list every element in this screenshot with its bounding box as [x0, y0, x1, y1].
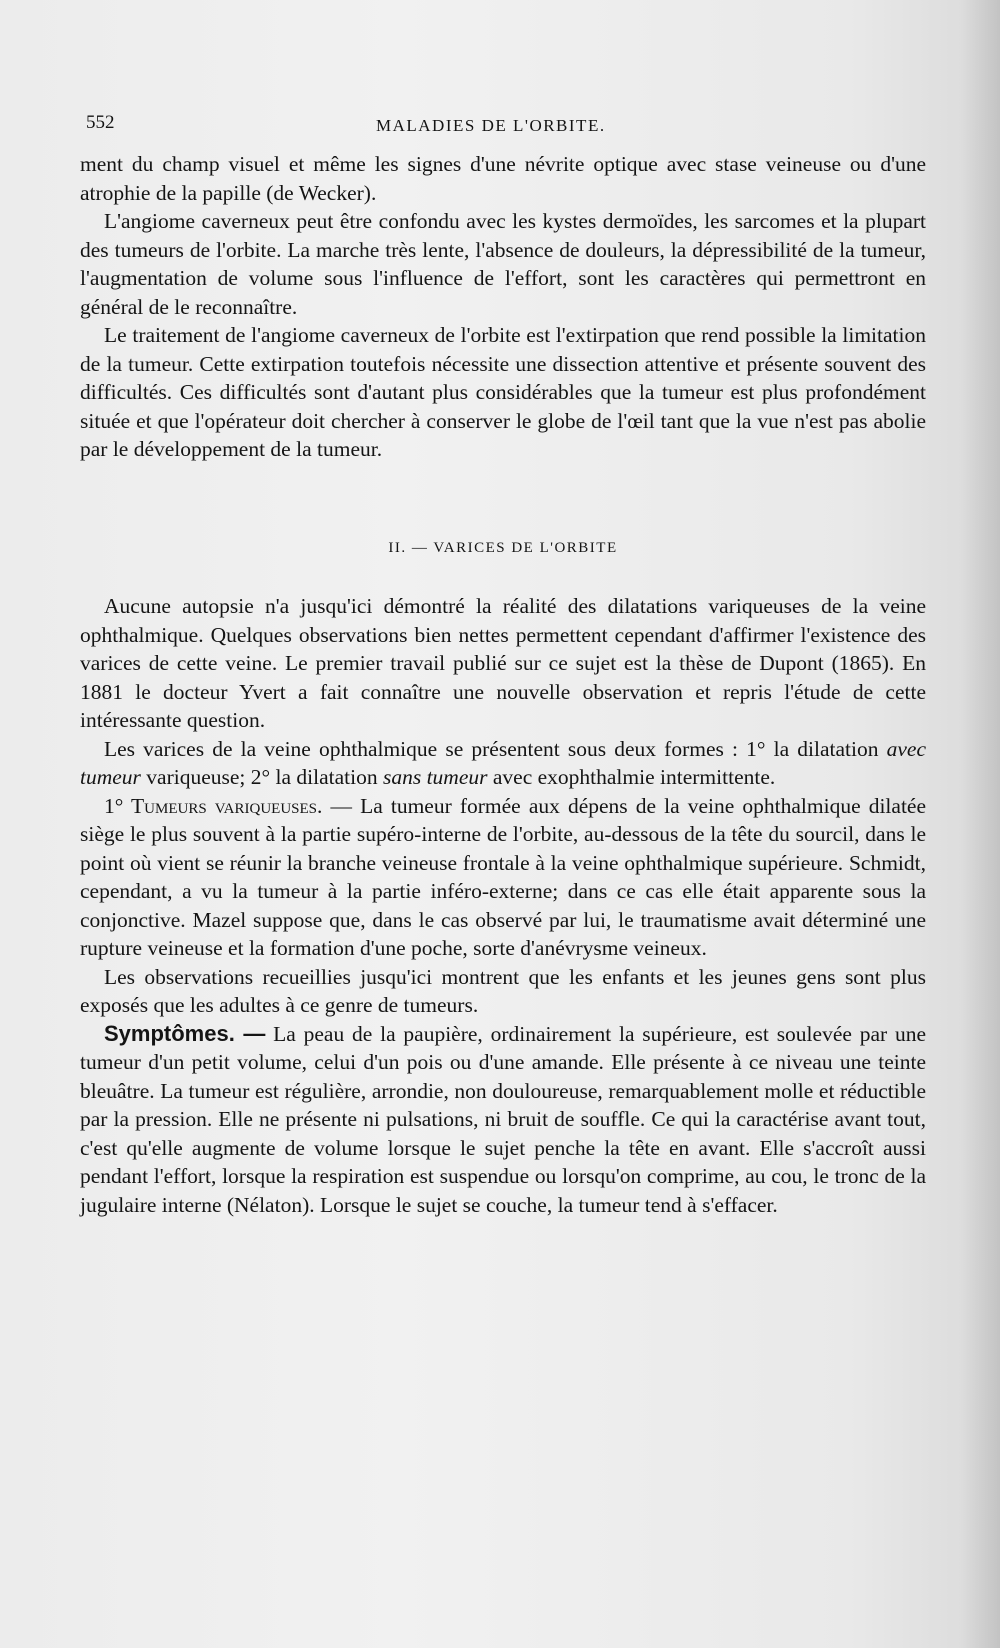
page-shadow — [960, 0, 1000, 1648]
paragraph-tumeurs-variqueuses — [80, 792, 926, 963]
paragraph-formes — [80, 735, 926, 792]
tumeurs-text: La tumeur formée aux dépens de la veine ophthalmique dilatée siège le plus souvent à la partie supéro-interne de l'orbite, au-dessous de la tête du sourcil, dans le point où vient se réunir la branche veineuse frontale à la veine ophthalmique supérieure. Schmidt, cependant, a vu la tumeur à la partie inféro-externe; dans ce cas elle était apparente sous la conjonctive. Mazel suppose que, dans le cas observé par lui, le traumatisme avait déterminé une rupture veineuse et la formation d'une poche, sorte d'anévrysme veineux. — [80, 793, 927, 960]
symptomes-heading: Symptômes. — — [104, 1020, 266, 1046]
formes-text-start: Les varices de la veine ophthalmique se présentent sous deux formes : 1° la dilatation — [104, 736, 887, 761]
paragraph-diagnosis: L'angiome caverneux peut être confondu avec les kystes dermoïdes, les sarcomes et la plupart des tumeurs de l'orbite. La marche très lente, l'absence de douleurs, la dépressibilité de la tumeur, l'augmentation de volume sous l'influence de l'effort, sont les caractères qui permettront en général de le reconnaître. — [80, 209, 926, 319]
symptomes-text: La peau de la paupière, ordinairement la supérieure, est soulevée par une tumeur d'un petit volume, celui d'un pois ou d'une amande. Elle présente à ce niveau une teinte bleuâtre. La tumeur est régulière, arrondie, non douloureuse, remarquablement molle et réductible par la pression. Elle ne présente ni pulsations, ni bruit de souffle. Ce qui la caractérise avant tout, c'est qu'elle augmente de volume lorsque le sujet penche la tête en avant. Elle s'accroît aussi pendant l'effort, lorsque la respiration est suspendue ou lorsqu'on comprime, au cou, le tronc de la jugulaire interne (Nélaton). Lorsque le sujet se couche, la tumeur tend à s'effacer. — [80, 1021, 926, 1217]
paragraph-treatment: Le traitement de l'angiome caverneux de l'orbite est l'extirpation que rend possible la limitation de la tumeur. Cette extirpation toutefois nécessite une dissection attentive et présente souvent des difficultés. Ces difficultés sont d'autant plus considérables que la tumeur est plus profondément située et que l'opérateur doit chercher à conserver le globe de l'œil tant que la vue n'est pas abolie par le développement de la tumeur. — [80, 323, 926, 461]
formes-text-end: avec exophthalmie intermittente. — [487, 765, 776, 789]
page-header — [86, 112, 926, 142]
paragraph-observations: Les observations recueillies jusqu'ici montrent que les enfants et les jeunes gens sont plus exposés que les adultes à ce genre de tumeurs. — [80, 964, 926, 1017]
page-body — [80, 150, 926, 1219]
paragraph-continued: ment du champ visuel et même les signes d'une névrite optique avec stase veineuse ou d'une atrophie de la papille (de Wecker). — [80, 152, 926, 205]
formes-text-mid: variqueuse; 2° la dilatation — [140, 765, 383, 789]
running-head: MALADIES DE L'ORBITE. — [376, 116, 606, 135]
subsection-heading: 1° Tumeurs variqueuses. — — [104, 793, 352, 818]
formes-emphasis-sans: sans tumeur — [382, 765, 488, 789]
formes-emphasis-avec: avec tumeur — [80, 736, 926, 789]
page-number: 552 — [86, 112, 115, 133]
paragraph-symptomes — [80, 1020, 926, 1220]
section-title: II. — VARICES DE L'ORBITE — [388, 539, 618, 556]
paragraph-autopsie: Aucune autopsie n'a jusqu'ici démontré la réalité des dilatations variqueuses de la veine ophthalmique. Quelques observations bien nettes permettent cependant d'affirmer l'existence des varices de cette veine. Le premier travail publié sur ce sujet est la thèse de Dupont (1865). En 1881 le docteur Yvert a fait connaître une nouvelle observation et repris l'étude de cette intéressante question. — [80, 594, 926, 732]
